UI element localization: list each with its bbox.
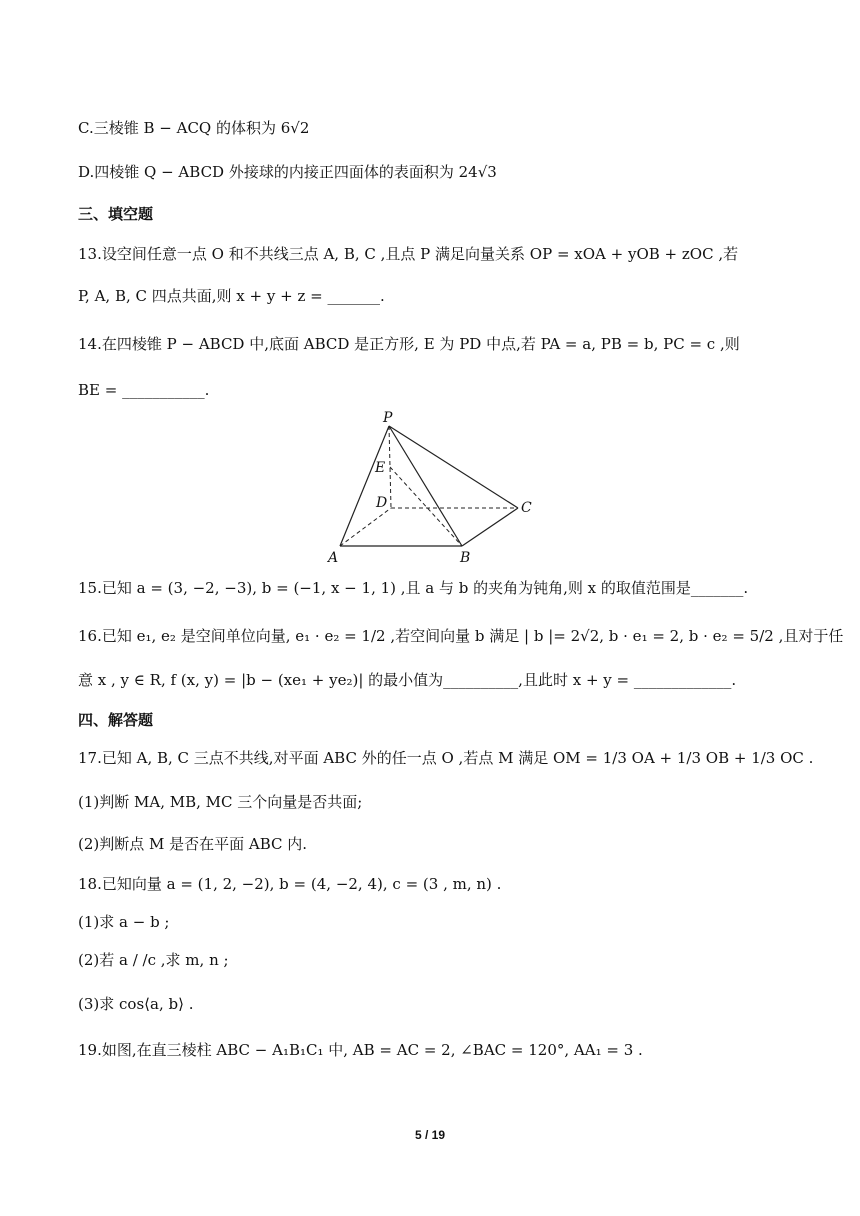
label-e: E	[375, 460, 386, 476]
question-18: 18.已知向量 a = (1, 2, −2), b = (4, −2, 4), c = (3 , m, n) .	[78, 875, 502, 893]
label-p: P	[383, 410, 393, 426]
question-14-line-2: BE = ___________.	[78, 381, 210, 399]
question-17: 17.已知 A, B, C 三点不共线,对平面 ABC 外的任一点 O ,若点 M 满足 OM = 1/3 OA + 1/3 OB + 1/3 OC .	[78, 749, 814, 767]
label-b: B	[460, 550, 471, 566]
question-15: 15.已知 a = (3, −2, −3), b = (−1, x − 1, 1) ,且 a 与 b 的夹角为钝角,则 x 的取值范围是_______.	[78, 579, 749, 597]
segment-eb	[390, 467, 462, 546]
edge-pc	[389, 426, 518, 508]
label-a: A	[328, 550, 339, 566]
question-18-part-2: (2)若 a / /c ,求 m, n ;	[78, 951, 229, 969]
question-17-part-2: (2)判断点 M 是否在平面 ABC 内.	[78, 835, 308, 853]
option-d: D.四棱锥 Q − ABCD 外接球的内接正四面体的表面积为 24√3	[78, 163, 497, 181]
question-19: 19.如图,在直三棱柱 ABC − A₁B₁C₁ 中, AB = AC = 2, ∠BAC = 120°, AA₁ = 3 .	[78, 1041, 643, 1059]
question-17-part-1: (1)判断 MA, MB, MC 三个向量是否共面;	[78, 793, 363, 811]
question-14-line-1: 14.在四棱锥 P − ABCD 中,底面 ABCD 是正方形, E 为 PD 中点,若 PA = a, PB = b, PC = c ,则	[78, 335, 740, 353]
section-heading-fill-in: 三、填空题	[78, 205, 154, 223]
page-number: 5 / 19	[414, 1128, 446, 1142]
option-c: C.三棱锥 B − ACQ 的体积为 6√2	[78, 119, 310, 137]
question-13-line-1: 13.设空间任意一点 O 和不共线三点 A, B, C ,且点 P 满足向量关系 OP = xOA + yOB + zOC ,若	[78, 245, 739, 263]
pyramid-diagram	[322, 404, 538, 568]
question-18-part-1: (1)求 a − b ;	[78, 913, 170, 931]
question-13-line-2: P, A, B, C 四点共面,则 x + y + z = _______.	[78, 287, 385, 305]
question-16-line-2: 意 x , y ∈ R, f (x, y) = |b − (xe₁ + ye₂)| 的最小值为__________,且此时 x + y = _____________.	[78, 671, 737, 689]
question-16-line-1: 16.已知 e₁, e₂ 是空间单位向量, e₁ · e₂ = 1/2 ,若空间向量 b 满足 | b |= 2√2, b · e₁ = 2, b · e₂ = 5/2 ,且对于任	[78, 627, 844, 645]
pyramid-figure	[322, 404, 538, 568]
edge-pb	[389, 426, 462, 546]
label-d: D	[376, 495, 388, 511]
label-c: C	[521, 500, 532, 516]
edge-bc	[462, 508, 518, 546]
question-18-part-3: (3)求 cos⟨a, b⟩ .	[78, 995, 194, 1013]
section-heading-answer: 四、解答题	[78, 711, 154, 729]
